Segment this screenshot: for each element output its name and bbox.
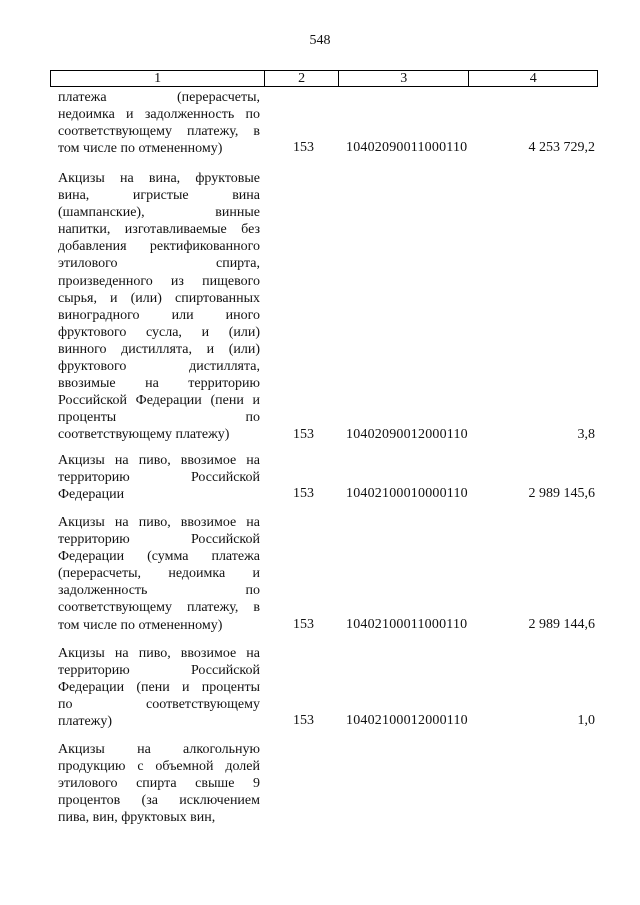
row-description bbox=[58, 452, 260, 503]
description-line: сырья, и (или) спиртованных bbox=[58, 290, 260, 306]
description-line: проценты по bbox=[58, 410, 260, 426]
budget-classification-code: 10402100012000110 bbox=[346, 713, 468, 729]
description-line: пива, вин, фруктовых вин, bbox=[58, 810, 216, 826]
row-description bbox=[58, 170, 260, 444]
row-description bbox=[58, 89, 260, 157]
description-line: добавления ректификованного bbox=[58, 239, 260, 255]
description-line: вина, игристые вина bbox=[58, 188, 260, 204]
description-line: соответствующему платежу, в bbox=[58, 600, 260, 616]
description-line: ввозимые на территорию bbox=[58, 376, 260, 392]
description-line: Акцизы на алкогольную bbox=[58, 742, 260, 757]
description-line: (шампанские), винные bbox=[58, 205, 260, 221]
description-line: платежа (перерасчеты, bbox=[58, 90, 260, 105]
budget-classification-code: 10402090012000110 bbox=[346, 426, 468, 442]
description-line: фруктового сусла, и (или) bbox=[58, 324, 260, 340]
description-line: соответствующему платежу) bbox=[58, 427, 230, 443]
description-line: напитки, изготавливаемые без bbox=[58, 222, 260, 238]
header-col-2: 2 bbox=[264, 71, 338, 86]
description-line: Акцизы на пиво, ввозимое на bbox=[58, 453, 260, 468]
description-line: Российской Федерации (пени и bbox=[58, 393, 260, 409]
description-line: Федерации (пени и проценты bbox=[58, 680, 260, 696]
row-description bbox=[58, 645, 260, 730]
description-line: по соответствующему bbox=[58, 697, 260, 713]
row-description bbox=[58, 514, 260, 634]
description-line: территорию Российской bbox=[58, 663, 260, 679]
budget-classification-code: 10402090011000110 bbox=[346, 140, 468, 156]
budget-classification-code: 10402100011000110 bbox=[346, 616, 468, 632]
admin-code: 153 bbox=[293, 426, 314, 442]
description-line: (перерасчеты, недоимка и bbox=[58, 566, 260, 582]
description-line: том числе по отмененному) bbox=[58, 617, 223, 633]
description-line: недоимка и задолженность по bbox=[58, 107, 260, 123]
description-line: винного дистиллята, и (или) bbox=[58, 341, 260, 357]
description-line: фруктового дистиллята, bbox=[58, 359, 260, 375]
amount-value: 3,8 bbox=[577, 426, 595, 442]
header-col-4: 4 bbox=[468, 71, 597, 86]
table-header bbox=[50, 70, 598, 87]
description-line: задолженность по bbox=[58, 583, 260, 599]
amount-value: 2 989 145,6 bbox=[528, 486, 595, 502]
admin-code: 153 bbox=[293, 616, 314, 632]
description-line: Федерации bbox=[58, 487, 125, 503]
description-line: Акцизы на пиво, ввозимое на bbox=[58, 646, 260, 661]
description-line: виноградного или иного bbox=[58, 307, 260, 323]
amount-value: 4 253 729,2 bbox=[528, 140, 595, 156]
description-line: процентов (за исключением bbox=[58, 793, 260, 809]
description-line: этилового спирта свыше 9 bbox=[58, 776, 260, 792]
description-line: соответствующему платежу, в bbox=[58, 124, 260, 140]
description-line: Акцизы на пиво, ввозимое на bbox=[58, 515, 260, 530]
description-line: том числе по отмененному) bbox=[58, 141, 223, 157]
description-line: территорию Российской bbox=[58, 532, 260, 548]
description-line: Акцизы на вина, фруктовые bbox=[58, 171, 260, 186]
description-line: платежу) bbox=[58, 714, 112, 730]
header-col-1: 1 bbox=[154, 70, 162, 86]
amount-value: 2 989 144,6 bbox=[528, 616, 595, 632]
description-line: Федерации (сумма платежа bbox=[58, 549, 260, 565]
row-description bbox=[58, 741, 260, 826]
description-line: произведенного из пищевого bbox=[58, 273, 260, 289]
amount-value: 1,0 bbox=[577, 713, 595, 729]
description-line: продукцию с объемной долей bbox=[58, 759, 260, 775]
admin-code: 153 bbox=[293, 140, 314, 156]
description-line: этилового спирта, bbox=[58, 256, 260, 272]
page-number: 548 bbox=[309, 33, 331, 48]
header-col-3: 3 bbox=[338, 71, 469, 86]
description-line: территорию Российской bbox=[58, 470, 260, 486]
budget-classification-code: 10402100010000110 bbox=[346, 486, 468, 502]
admin-code: 153 bbox=[293, 486, 314, 502]
admin-code: 153 bbox=[293, 713, 314, 729]
